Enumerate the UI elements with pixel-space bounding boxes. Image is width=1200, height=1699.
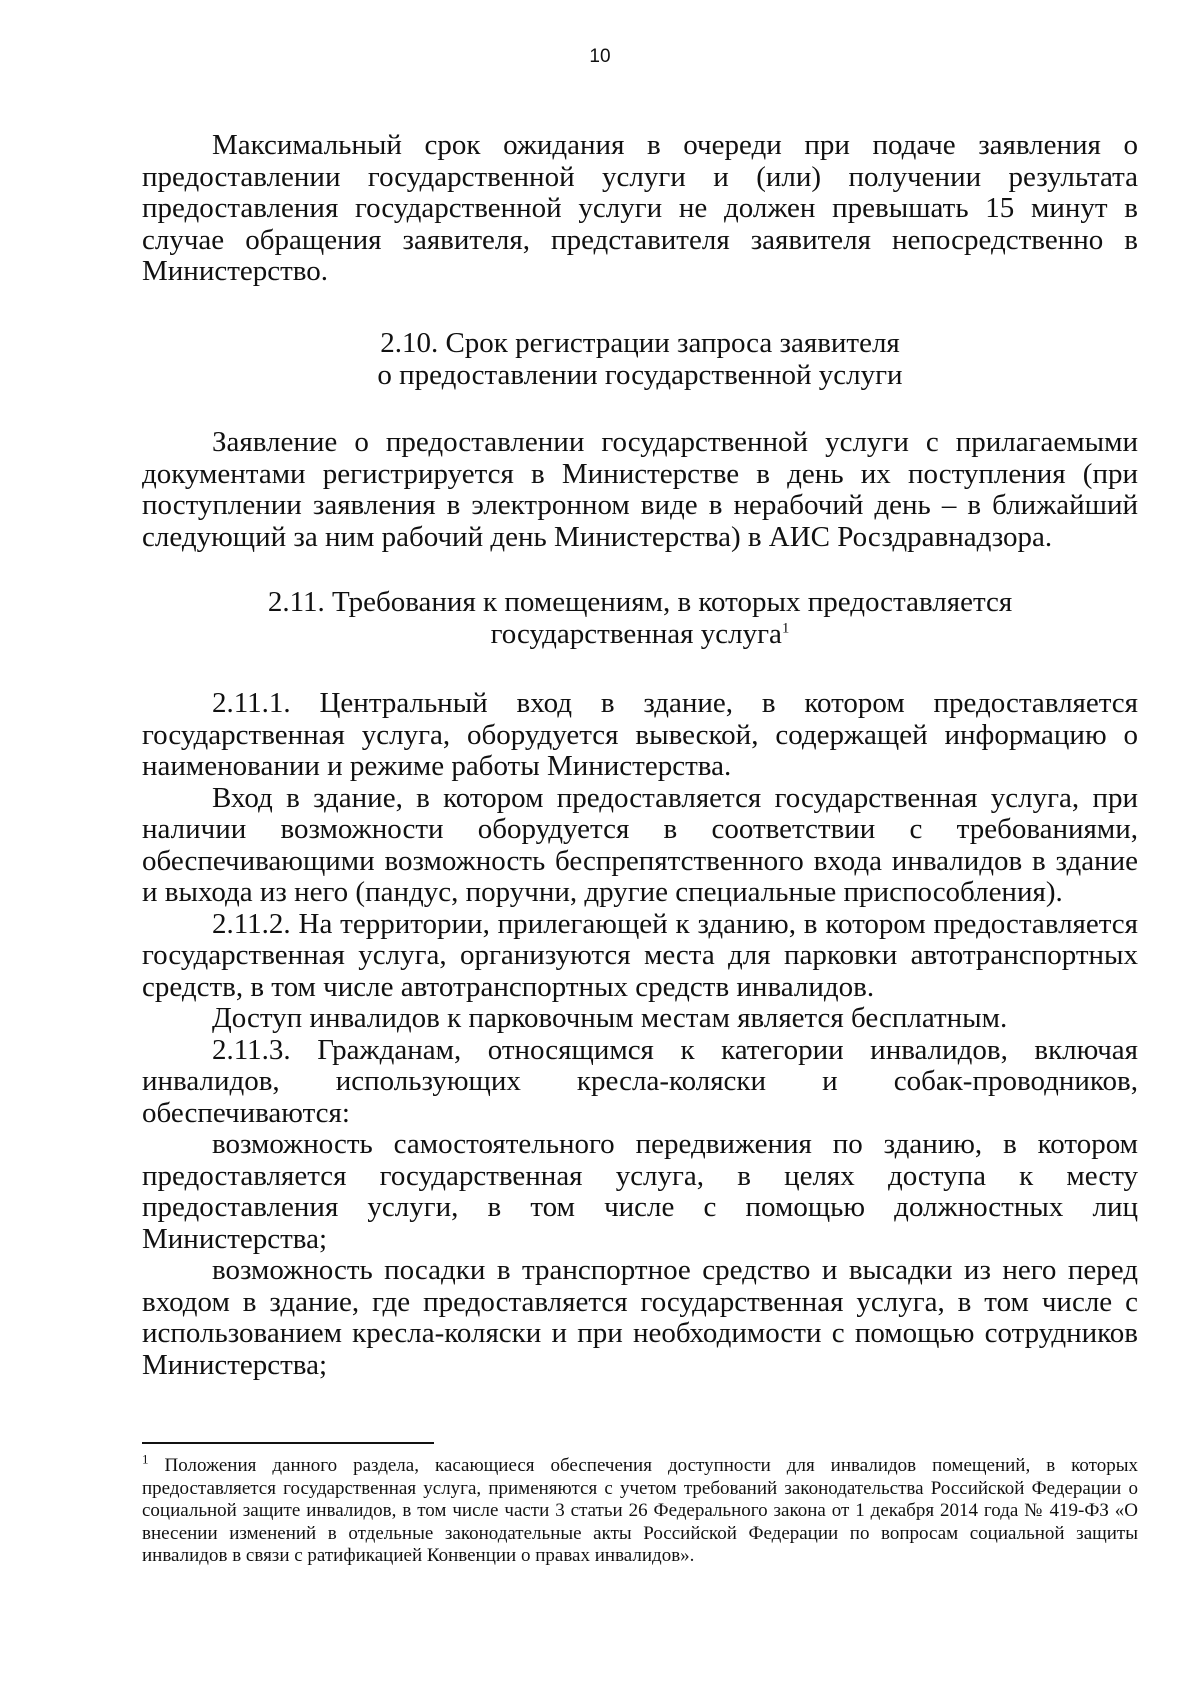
footnote [142, 1451, 1139, 1568]
heading-line [142, 619, 1138, 651]
footnote-separator [142, 1442, 434, 1444]
page-number: 10 [589, 46, 611, 67]
paragraph: возможность посадки в транспортное средство и высадки из него перед входом в здание, где предоставляется государственная услуга, в том числе с использованием кресла-коляски и при необходимости с помощью сотрудников Министерства; [142, 1254, 1138, 1381]
paragraph: Вход в здание, в котором предоставляется государственная услуга, при наличии возможности оборудуется в соответствии с требованиями, обеспечивающими возможность беспрепятственного входа инвалидов в здание и выхода из него (пандус, поручни, другие специальные приспособления). [142, 781, 1138, 908]
section-premises [142, 688, 1138, 1381]
section-heading-2-10 [142, 328, 1138, 391]
paragraph: Максимальный срок ожидания в очереди при подаче заявления о предоставлении государственной услуги и (или) получении результата предоставления государственной услуги не должен превышать 15 минут в случае обращения заявителя, представителя заявителя непосредственно в Министерство. [142, 129, 1138, 287]
paragraph: 2.11.2. На территории, прилегающей к зданию, в котором предоставляется государственная услуга, организуются места для парковки автотранспортных средств, в том числе автотранспортных средств инвалидов. [142, 907, 1138, 1003]
heading-text: государственная услуга [490, 617, 782, 650]
paragraph: Заявление о предоставлении государственной услуги с прилагаемыми документами регистрируется в Министерстве в день их поступления (при поступлении заявления в электронном виде в нерабочий день – в ближайший следующий за ним рабочий день Министерства) в АИС Росздравнадзора. [142, 426, 1138, 553]
paragraph: Доступ инвалидов к парковочным местам является бесплатным. [212, 1002, 1008, 1034]
paragraph: 2.11.3. Гражданам, относящимся к категории инвалидов, включая инвалидов, использующих кресла-коляски и собак-проводников, обеспечиваются: [142, 1033, 1138, 1129]
section-registration [142, 427, 1138, 553]
footnote-text: Положения данного раздела, касающиеся обеспечения доступности для инвалидов помещений, в которых предоставляется государственная услуга, применяются с учетом требований законодательства Российской Федерации о социальной защите инвалидов, в том числе части 3 статьи 26 Федерального закона от 1 декабря 2014 года № 419-ФЗ «О внесении изменений в отдельные законодательные акты Российской Федерации по вопросам социальной защиты инвалидов в связи с ратификацией Конвенции о правах инвалидов». [142, 1455, 1139, 1566]
footnote-reference: 1 [781, 619, 790, 636]
paragraph: возможность самостоятельного передвижения по зданию, в котором предоставляется государственная услуга, в целях доступа к месту предоставления услуги, в том числе с помощью должностных лиц Министерства; [142, 1128, 1138, 1255]
section-heading-2-11 [142, 587, 1138, 650]
heading-line: 2.10. Срок регистрации запроса заявителя [380, 327, 900, 359]
heading-line: о предоставлении государственной услуги [377, 358, 903, 391]
section-waiting-time [142, 130, 1138, 288]
footnote-mark: 1 [142, 1451, 149, 1467]
paragraph: 2.11.1. Центральный вход в здание, в котором предоставляется государственная услуга, оборудуется вывеской, содержащей информацию о наименовании и режиме работы Министерства. [142, 687, 1138, 782]
heading-line: 2.11. Требования к помещениям, в которых предоставляется [267, 586, 1013, 618]
